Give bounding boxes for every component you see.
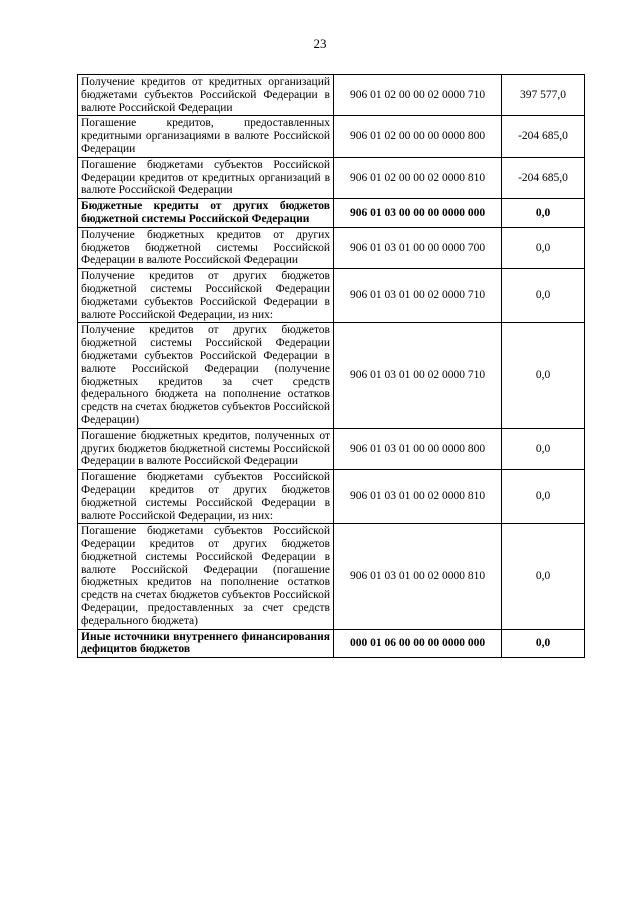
table-row <box>78 116 585 157</box>
row-name: Погашение бюджетами субъектов Российской Федерации кредитов от других бюджетов бюджетной системы Российской Федерации в валюте Российской Федерации (погашение бюджетных кредитов на пополнение остатков средств на счетах бюджетов субъектов Российской Федерации, предоставленных за счет средств федерального бюджета) <box>78 524 334 629</box>
table-row <box>78 227 585 268</box>
row-value: -204 685,0 <box>502 157 585 198</box>
row-code: 906 01 03 01 00 02 0000 710 <box>334 269 502 323</box>
page-number: 23 <box>313 36 327 51</box>
row-value: 397 577,0 <box>502 75 585 116</box>
table-row <box>78 629 585 658</box>
row-code: 906 01 03 01 00 00 0000 800 <box>334 428 502 469</box>
row-name: Погашение бюджетами субъектов Российской Федерации кредитов от других бюджетов бюджетной системы Российской Федерации в валюте Российской Федерации, из них: <box>78 470 334 524</box>
table-row <box>78 199 585 228</box>
row-name: Иные источники внутреннего финансирования дефицитов бюджетов <box>78 629 334 658</box>
table-row <box>78 323 585 428</box>
table-row <box>78 157 585 198</box>
table-row <box>78 269 585 323</box>
row-code: 906 01 03 01 00 02 0000 810 <box>334 470 502 524</box>
row-code: 000 01 06 00 00 00 0000 000 <box>334 629 502 658</box>
row-value: 0,0 <box>502 524 585 629</box>
table-row <box>78 428 585 469</box>
row-value: 0,0 <box>502 227 585 268</box>
row-code: 906 01 03 00 00 00 0000 000 <box>334 199 502 228</box>
row-value: 0,0 <box>502 428 585 469</box>
row-value: 0,0 <box>502 629 585 658</box>
row-code: 906 01 03 01 00 00 0000 700 <box>334 227 502 268</box>
row-name: Погашение бюджетами субъектов Российской Федерации кредитов от кредитных организаций в валюте Российской Федерации <box>78 157 334 198</box>
row-code: 906 01 02 00 00 02 0000 710 <box>334 75 502 116</box>
row-name: Получение кредитов от других бюджетов бюджетной системы Российской Федерации бюджетами субъектов Российской Федерации в валюте Российской Федерации (получение бюджетных кредитов за счет средств федерального бюджета на пополнение остатков средств на счетах бюджетов субъектов Российской Федерации) <box>78 323 334 428</box>
row-name: Получение кредитов от других бюджетов бюджетной системы Российской Федерации бюджетами субъектов Российской Федерации в валюте Российской Федерации, из них: <box>78 269 334 323</box>
row-name: Получение бюджетных кредитов от других бюджетов бюджетной системы Российской Федерации в валюте Российской Федерации <box>78 227 334 268</box>
row-code: 906 01 03 01 00 02 0000 710 <box>334 323 502 428</box>
row-value: 0,0 <box>502 199 585 228</box>
budget-sources-table <box>77 74 585 658</box>
table-row <box>78 470 585 524</box>
row-name: Получение кредитов от кредитных организаций бюджетами субъектов Российской Федерации в валюте Российской Федерации <box>78 75 334 116</box>
row-name: Погашение кредитов, предоставленных кредитными организациями в валюте Российской Федерации <box>78 116 334 157</box>
row-value: 0,0 <box>502 269 585 323</box>
table-row <box>78 524 585 629</box>
row-code: 906 01 02 00 00 02 0000 810 <box>334 157 502 198</box>
table-row <box>78 75 585 116</box>
row-value: 0,0 <box>502 470 585 524</box>
row-value: -204 685,0 <box>502 116 585 157</box>
row-name: Бюджетные кредиты от других бюджетов бюджетной системы Российской Федерации <box>78 199 334 228</box>
row-code: 906 01 02 00 00 00 0000 800 <box>334 116 502 157</box>
row-value: 0,0 <box>502 323 585 428</box>
row-name: Погашение бюджетных кредитов, полученных от других бюджетов бюджетной системы Российской Федерации в валюте Российской Федерации <box>78 428 334 469</box>
row-code: 906 01 03 01 00 02 0000 810 <box>334 524 502 629</box>
